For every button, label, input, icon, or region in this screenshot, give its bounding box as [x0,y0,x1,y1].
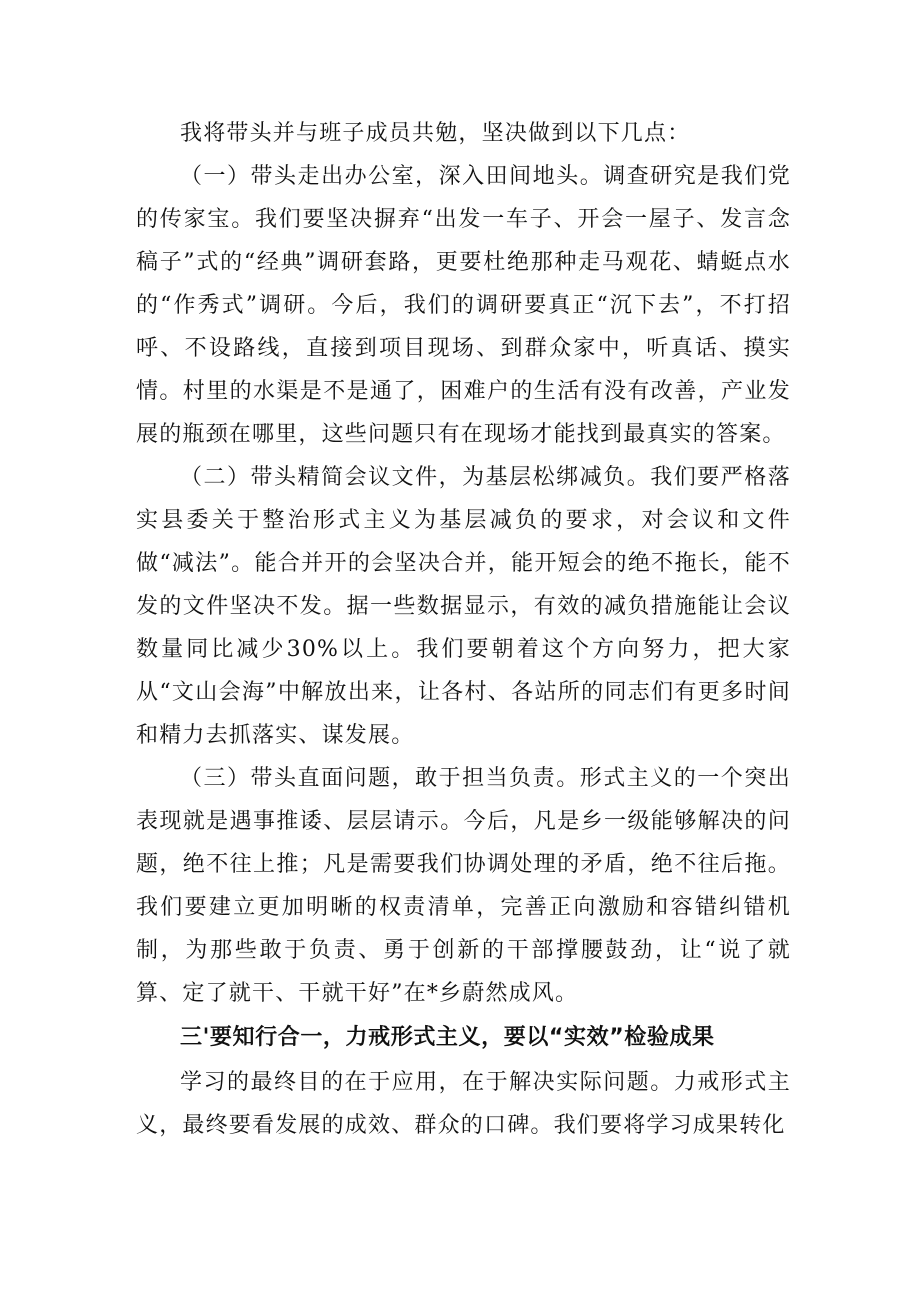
section-paragraph: 学习的最终目的在于应用，在于解决实际问题。力戒形式主义，最终要看发展的成效、群众的口碑。我们要将学习成果转化 [136,1070,791,1138]
document-page [136,112,791,1147]
section-heading: 三'要知行合一，力戒形式主义，要以“实效”检验成果 [180,1025,715,1050]
intro-paragraph: 我将带头并与班子成员共勉，坚决做到以下几点： [180,121,691,146]
point-two-paragraph: （二）带头精简会议文件，为基层松绑减负。我们要严格落实县委关于整治形式主义为基层减负的要求，对会议和文件做“减法”。能合并开的会坚决合并，能开短会的绝不拖长，能不发的文件坚决不发。据一些数据显示，有效的减负措施能让会议数量同比减少30%以上。我们要朝着这个方向努力，把大家从“文山会海”中解放出来，让各村、各站所的同志们有更多时间和精力去抓落实、谋发展。 [136,465,791,748]
point-one-paragraph: （一）带头走出办公室，深入田间地头。调查研究是我们党的传家宝。我们要坚决摒弃“出发一车子、开会一屋子、发言念稿子”式的“经典”调研套路，更要杜绝那种走马观花、蜻蜓点水的“作秀式”调研。今后，我们的调研要真正“沉下去”，不打招呼、不设路线，直接到项目现场、到群众家中，听真话、摸实情。村里的水渠是不是通了，困难户的生活有没有改善，产业发展的瓶颈在哪里，这些问题只有在现场才能找到最真实的答案。 [136,164,791,447]
point-three-paragraph: （三）带头直面问题，敢于担当负责。形式主义的一个突出表现就是遇事推诿、层层请示。今后，凡是乡一级能够解决的问题，绝不往上推；凡是需要我们协调处理的矛盾，绝不往后拖。我们要建立更加明晰的权责清单，完善正向激励和容错纠错机制，为那些敢于负责、勇于创新的干部撑腰鼓劲，让“说了就算、定了就干、干就干好”在*乡蔚然成风。 [136,766,791,1006]
